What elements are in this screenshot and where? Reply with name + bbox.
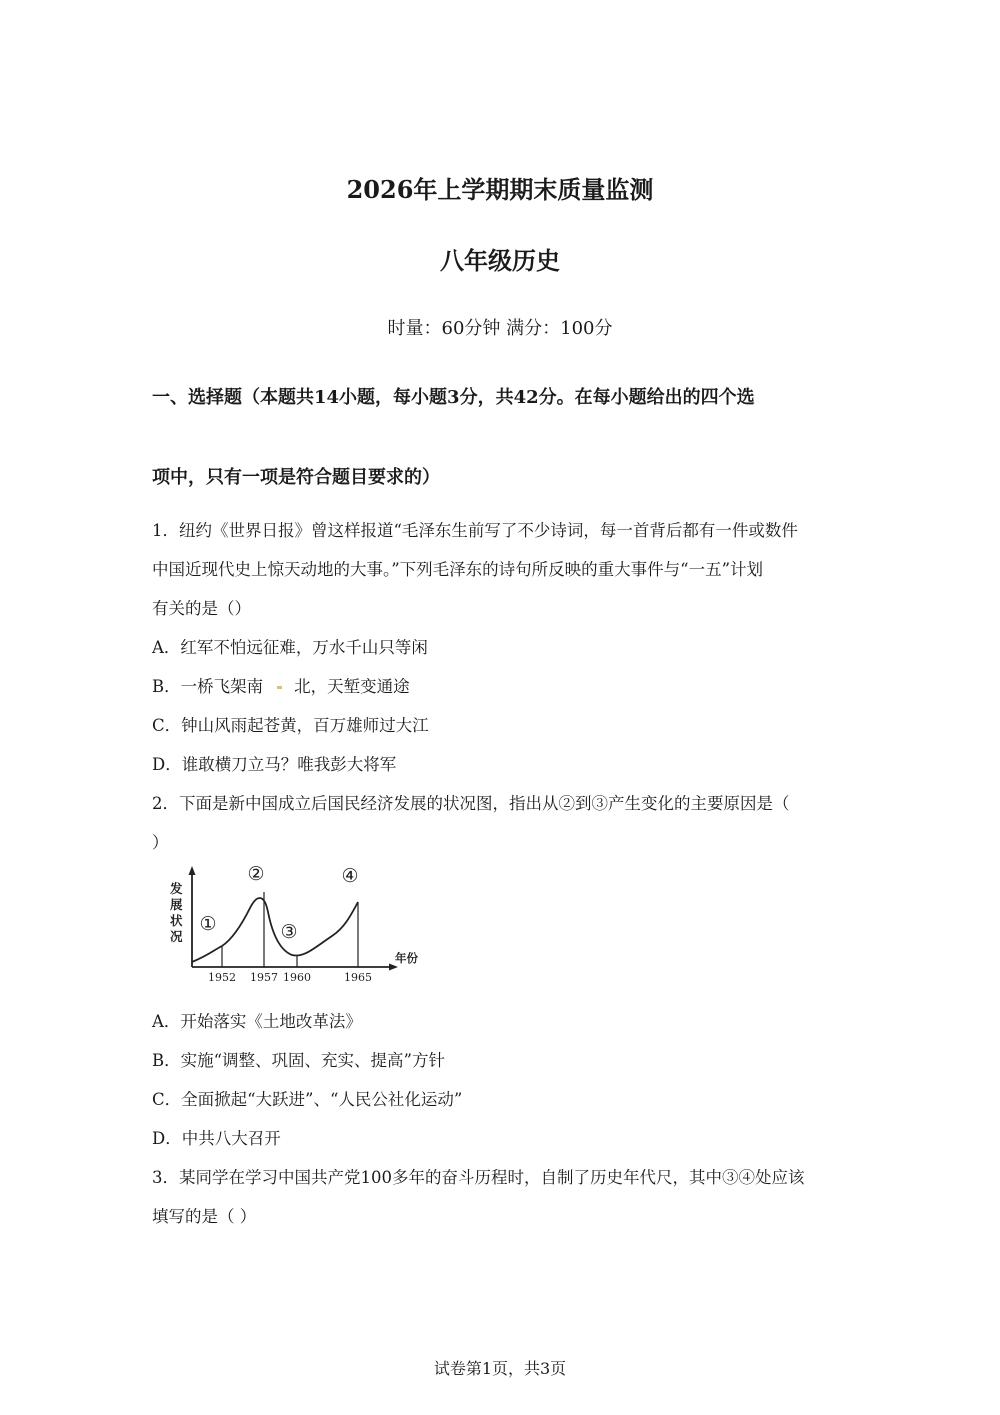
exam-info: 时量：60分钟 满分：100分	[387, 318, 613, 339]
ink-spot	[277, 686, 282, 689]
trend-curve	[192, 898, 358, 962]
point-marker: ②	[247, 863, 265, 885]
q1-stem-line: 中国近现代史上惊天动地的大事。”下列毛泽东的诗句所反映的重大事件与“一五”计划	[152, 560, 764, 579]
q2-option-b: B．实施“调整、巩固、充实、提高”方针	[152, 1051, 445, 1070]
q2-option-d: D．中共八大召开	[152, 1129, 281, 1148]
q3-stem-line: 填写的是（ ）	[152, 1207, 257, 1226]
x-tick-label: 1960	[283, 971, 311, 984]
point-marker: ③	[280, 921, 298, 943]
q2-stem-line: ）	[152, 833, 169, 852]
q2-stem-line: 2．下面是新中国成立后国民经济发展的状况图，指出从②到③产生变化的主要原因是（	[152, 794, 790, 813]
q1-option-b	[152, 673, 410, 697]
y-axis-label-char: 况	[170, 929, 183, 944]
y-axis-label-char: 状	[170, 913, 183, 928]
page-footer: 试卷第1页，共3页	[433, 1359, 567, 1378]
section-heading-line-2: 项中，只有一项是符合题目要求的）	[152, 467, 440, 488]
x-tick-label: 1965	[344, 971, 372, 984]
exam-title: 2026年上学期期末质量监测	[346, 175, 654, 204]
point-marker: ①	[199, 913, 217, 935]
q1-option-d: D．谁敢横刀立马？唯我彭大将军	[152, 755, 397, 774]
q1-option-b-part-1: B．一桥飞架南	[152, 677, 264, 696]
q1-stem-line: 有关的是（）	[152, 599, 251, 618]
y-axis-arrow	[189, 866, 196, 875]
q1-option-a: A．红军不怕远征难，万水千山只等闲	[152, 638, 428, 657]
section-heading-line-1: 一、选择题（本题共14小题，每小题3分，共42分。在每小题给出的四个选	[152, 387, 755, 408]
economy-development-chart	[164, 862, 426, 984]
q1-option-c: C．钟山风雨起苍黄，百万雄师过大江	[152, 716, 429, 735]
exam-subject: 八年级历史	[440, 246, 560, 275]
y-axis-label-char: 展	[170, 897, 183, 912]
x-axis-label: 年份	[395, 951, 418, 965]
q2-option-a: A．开始落实《土地改革法》	[152, 1012, 362, 1031]
q1-stem-line: 1．纽约《世界日报》曾这样报道“毛泽东生前写了不少诗词，每一首背后都有一件或数件	[152, 521, 798, 540]
q1-option-b-part-2: 北，天堑变通途	[294, 677, 410, 696]
x-tick-label: 1957	[250, 971, 278, 984]
point-marker: ④	[341, 865, 359, 887]
q2-option-c: C．全面掀起“大跃进”、“人民公社化运动”	[152, 1090, 463, 1109]
q3-stem-line: 3．某同学在学习中国共产党100多年的奋斗历程时，自制了历史年代尺，其中③④处应该	[152, 1168, 805, 1187]
x-tick-label: 1952	[208, 971, 236, 984]
y-axis-label-char: 发	[170, 881, 183, 896]
